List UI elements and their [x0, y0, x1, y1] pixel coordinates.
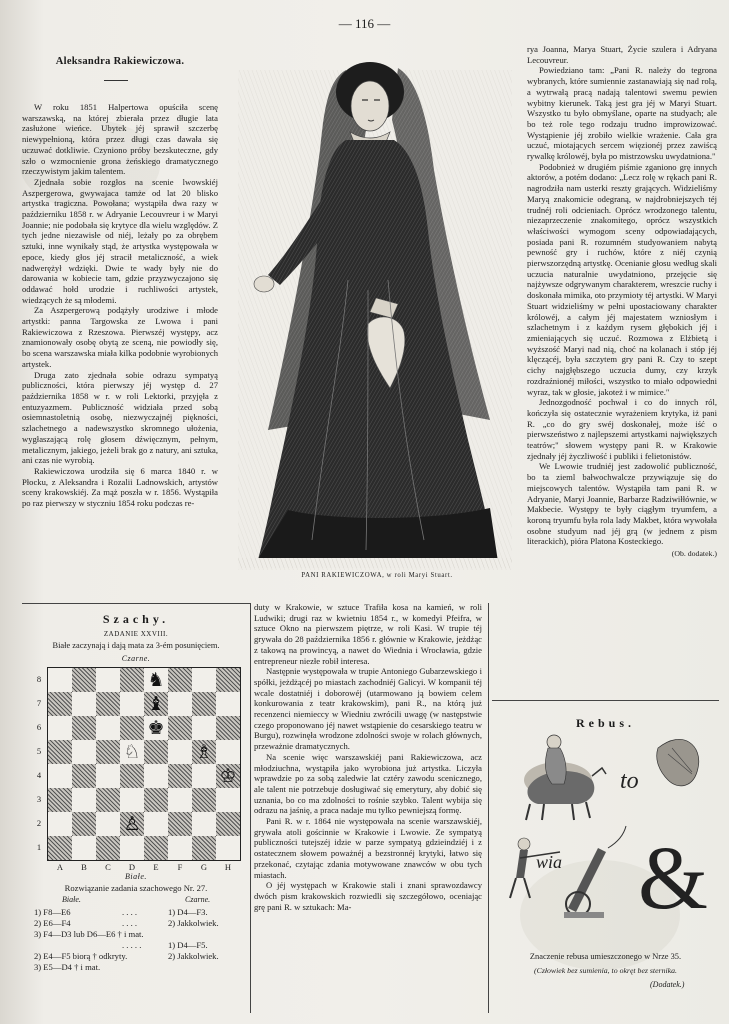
chess-file-label: B: [81, 862, 87, 872]
rebus-illustration: [508, 718, 718, 928]
chess-square: [96, 692, 120, 716]
chess-rank-label: 4: [36, 770, 42, 780]
rebus-solution-credit: (Dodatek.): [650, 980, 685, 989]
chess-rank-label: 1: [36, 842, 42, 852]
paragraph: Powiedziano tam: „Pani R. należy do tegrona wybranych, które sumiennie zastanawiają się nad rolą, a wytrwałą pracą nadają talentowi swemu pewien wybitny kierunek. Taką jest gra jéj w Maryi Stuart. Wszystko tu było obmyślane, oparte na studyach; ale bo też role tego rodzaju trudno improwizować. Wystąpienie jéj zrobiło wielkie wrażenie. Cała gra uczuć, miotających sercem więzionéj przez zawiścą rywalkę królowéj, była po mistrzowsku uwydatniona.": [527, 65, 717, 162]
chess-square: [120, 716, 144, 740]
solution-move-dots: . . . .: [122, 918, 138, 928]
rebus-letter: &: [638, 829, 709, 928]
chess-square: [72, 836, 96, 860]
article-column-2: [254, 602, 482, 1022]
chess-file-label: D: [128, 862, 136, 872]
chess-file-label: F: [177, 862, 183, 872]
chess-rank-label: 7: [36, 698, 42, 708]
paragraph: W roku 1851 Halpertowa opuściła scenę warszawską, na której zbierała przez długie lata zasłużone wieńce. Ubytek jéj sprawił szczerbę niewypełnioną, która przez długi czas dawała się uczuwać dotkliwie. Czyniono próby bezskuteczne, gdy szło o wzmocnienie grona żeńskiego dramatycznego rzeczywistym jakim talentem.: [22, 102, 218, 177]
paragraph: Następnie występowała w trupie Antoniego Gubarzewskiego i spółki, jeżdżącéj po miastach zachodniéj Galicyi. W kompanii téj wcale dostatniéj i doborowéj (utarmowano ją bowiem celem konkurowania z teatr krakowskim), pani R., na którą już recenzenci niemieccy w Wiedniu zwrócili uwagę (w następstwie czego proponowano jéj nawet wstąpienie do cesarskiego teatru w Burgu), rozwinęła wrodzone zdolności swoje w rolach głównych, przeważnie dramatycznych.: [254, 666, 482, 752]
solution-move-white: 3) E5—D4 † i mat.: [34, 962, 101, 972]
chess-square: [72, 668, 96, 692]
paragraph: duty w Krakowie, w sztuce Trafiła kosa na kamień, w roli Ludwiki; drugi raz w kwietniu 1854 r., w komedyi Pfeifra, w sztuce Okno na pierwszem piętrze, w roli Kasi. W trupie téj grywała do 28 października 1856 r. głównie w Krakowie, jeżdżąc z takową na prowincyą, a nawet do Wiednia i Wrocławia, gdzie entrepreneur niezłe robił interesa.: [254, 602, 482, 666]
chess-white-label: Białe.: [125, 872, 147, 881]
chess-divider: [22, 603, 250, 604]
paragraph: Na scenie więc warszawskiéj pani Rakiewiczowa, acz młodziuchna, wystąpiła jako wyrobiona już artystka. Liczyła wprawdzie po za sobą zaledwie lat cztéry zawodu scenicznego, ale talent nie potrzebuje dosługiwać się emerytury, aby dobić się uznania, bo co ma zdolności to rośnie szybko. Talent wybija się odrazu na jaśnię, a praca nadaje mu tylko pewniejszą formę.: [254, 751, 482, 816]
chess-square: [144, 764, 168, 788]
chess-file-label: H: [224, 862, 232, 872]
chess-board: [47, 667, 241, 861]
article-signature: (Ob. dodatek.): [671, 549, 717, 559]
paragraph: rya Joanna, Marya Stuart, Życie szulera i Adryana Lecouvreur.: [527, 44, 717, 65]
rebus-solution-title: Znaczenie rebusa umieszczonego w Nrze 35.: [529, 952, 682, 961]
rebus-word-to: to: [620, 768, 639, 794]
chess-square: [168, 812, 192, 836]
paragraph: We Lwowie trudniéj jest zadowolić publiczność, bo ta zieml bałwochwalcze przywiązuje się do miejscowych talentów. Wystąpiła tam pani R. w Adryanie, Maryi Joannie, Barbarze Radziwiłłównie, w Makbecie. Występy te były ciągłym tryumfem, a koroną tryumfu była rola lady Makbet, która wywołała osobne studyum nad jéj grą (w jednem z pism literackich), pióra Platona Kosteckiego.: [527, 461, 717, 547]
column-divider: [250, 603, 251, 1013]
title-divider: [104, 80, 128, 81]
chess-square: [168, 668, 192, 692]
chess-file-label: A: [56, 862, 64, 872]
chess-square: [216, 668, 240, 692]
chess-square: [216, 812, 240, 836]
paragraph: O jéj występach w Krakowie stali i znani sprawozdawcy dwóch pism krakowskich rozwiedli się szczegółowo, oceniając grę pani R. w sztukach: Ma-: [254, 880, 482, 912]
chess-square: [192, 716, 216, 740]
chess-file-label: G: [200, 862, 208, 872]
chess-square: [216, 836, 240, 860]
paragraph: Rakiewiczowa urodziła się 6 marca 1840 r. w Płocku, z Aleksandra i Rozalii Ladnowskich, artystów sceny krakowskiéj. Za mąż poszła w r. 1856. Wystąpiła po raz pierwszy w styczniu 1854 roku podczas re-: [22, 465, 218, 509]
chess-square: [48, 836, 72, 860]
page-number: — 116 —: [338, 16, 391, 31]
column-divider: [488, 603, 489, 1013]
chess-square: [96, 812, 120, 836]
chess-square: [216, 740, 240, 764]
chess-rank-label: 5: [36, 746, 42, 756]
chess-square: [168, 716, 192, 740]
paragraph: Podobnież w drugiém piśmie zganiono grę innych aktorów, a potém dodano: „Lecz rolę w rękach pani R. nagrodziła nam usterki reszty grających. Widzieliśmy Maryą znakomicie odegraną, w najdrobniejszych téj trudnéj roli odcieniach. Oprócz wrodzonego talentu, niezaprzeczenie znakomitego, oprócz wszystkich właściwości wymogom sceny odpowiadających, posiada pani R. rozumném studyowaniem nabytą pewność gry i ruchów, które z niéj czynią pierwszorzędną artystkę. Ocenianie głosu według skali uczucia naturalnie uwydatniono, przejęcie się najżywsze odgrywanym charakterem, wreszcie ruchy i doskonała mimika, oto przymioty téj artystki. W Maryi Stuart widzieliśmy w pełni upostaciowany charakter królowéj, a całym jéj majestatem wzniosłym i szlachetnym i z każdym rysem głębokich jéj i zmieniających się uczuć. Rozmowa z Elżbietą i wyższość Maryi nad nią, choć na kolanach i stóp jéj klęczącéj, była szczytem gry pani R. Czy to szept cichy najgłębszego uczucia dumy, czy krzyk rozdraźnionéj miłości, wszystko to miało odpowiedni wyraz, tak w głosie, jakoteż i w mimice.": [527, 161, 717, 397]
chess-file-label: C: [105, 862, 111, 872]
rebus-word-wia: wia: [536, 852, 563, 872]
chess-piece: ♝: [147, 693, 165, 715]
chess-square: [168, 836, 192, 860]
chess-square: [216, 788, 240, 812]
chess-square: [72, 716, 96, 740]
chess-square: [48, 740, 72, 764]
chess-rank-label: 3: [36, 794, 42, 804]
solution-move-black: 1) D4—F3.: [168, 907, 208, 917]
chess-square: [168, 788, 192, 812]
chess-square: [48, 716, 72, 740]
solution-black-header: Czarne.: [185, 895, 211, 904]
chess-square: [144, 788, 168, 812]
chess-square: [120, 788, 144, 812]
chess-square: [96, 788, 120, 812]
chess-square: [192, 692, 216, 716]
chess-rank-label: 8: [36, 674, 42, 684]
chess-rank-label: 6: [36, 722, 42, 732]
chess-rank-label: 2: [36, 818, 42, 828]
portrait-engraving: [228, 40, 522, 584]
solution-white-header: Białe.: [62, 895, 81, 904]
chess-solution-title: Rozwiązanie zadania szachowego Nr. 27.: [64, 883, 208, 893]
chess-square: [144, 812, 168, 836]
solution-move-black: 1) D4—F5.: [168, 940, 208, 950]
chess-square: [192, 836, 216, 860]
solution-move-dots: . . . . .: [122, 940, 142, 950]
chess-square: [72, 764, 96, 788]
chess-square: [120, 668, 144, 692]
chess-instruction: Białe zaczynają i dają mata za 3-ém posunięciem.: [52, 641, 220, 650]
chess-square: [48, 764, 72, 788]
chess-square: [120, 764, 144, 788]
chess-square: [192, 668, 216, 692]
chess-piece: ♘: [123, 741, 141, 763]
chess-piece: ♚: [147, 717, 165, 739]
rebus-heading: Rebus.: [575, 716, 635, 730]
chess-square: [48, 812, 72, 836]
solution-move-white: 2) E6—F4: [34, 918, 71, 928]
chess-square: [192, 764, 216, 788]
chess-square: [48, 668, 72, 692]
chess-square: [168, 692, 192, 716]
chess-piece: ♙: [123, 813, 141, 835]
paragraph: Zjednała sobie rozgłos na scenie lwowskiéj Aszpergerowa, gwywajaca tamże od lat 20 blisko artystka tragiczna. Powołana; wystąpiła dwa razy w październiku 1858 r. w Adryanie Lecouvreur i w Maryi Joannie; nie podobała się krytyce dla wielu względów. Z tych jedne niezawisłe od niéj, leżały po za obrębem sztuki, inne wynikały stąd, że artystka występowała w epoce, kiedy głos jéj stracił metaliczność, a wiek nadwerężył wdzięki. Dwie te wady były nie do darowania w kobiecie tam, gdzie przyzwyczajono się oddawać hołd urodzie i ruchliwości artystek, wiedzących że są młodemi.: [22, 176, 218, 305]
chess-square: [192, 788, 216, 812]
chess-square: [120, 836, 144, 860]
chess-piece: ♗: [195, 741, 213, 763]
chess-square: [192, 812, 216, 836]
solution-move-black: 2) Jakkolwiek.: [168, 951, 219, 961]
chess-square: [96, 764, 120, 788]
chess-square: [48, 692, 72, 716]
rebus-divider: [492, 700, 719, 701]
chess-square: [72, 788, 96, 812]
chess-square: [216, 692, 240, 716]
portrait-caption: PANI RAKIEWICZOWA, w roli Maryi Stuart.: [301, 572, 453, 579]
chess-square: [96, 740, 120, 764]
chess-square: [72, 812, 96, 836]
chess-square: [96, 836, 120, 860]
chess-black-label: Czarne.: [121, 654, 151, 663]
solution-move-white: 1) F8—E6: [34, 907, 71, 917]
chess-piece: ♞: [147, 669, 165, 691]
paragraph: Pani R. w r. 1864 nie występowała na scenie warszawskiéj, grywała atoli gościnnie w Krakowie i Lwowie. Ze sympatyą publiczności tutejszéj idzie w parze sympatyą gdzieindziéj i z ostatecznem słowem poważnéj a bezstronnéj krytyki, łatwo się przekonać, czytając zdania motywowane znawców w obu tych miastach.: [254, 816, 482, 880]
chess-square: [72, 740, 96, 764]
chess-square: [144, 740, 168, 764]
chess-square: [96, 716, 120, 740]
solution-move-white: 2) E4—F5 biorą † odkryty.: [34, 951, 128, 961]
chess-piece: ♔: [219, 765, 237, 787]
chess-square: [168, 764, 192, 788]
chess-problem-number: ZADANIE XXVIII.: [103, 630, 169, 638]
chess-square: [144, 836, 168, 860]
paragraph: Druga zato zjednała sobie odrazu sympatyą publiczności, która pierwszy jéj występ d. 27 października 1858 w r. w roli Lektorki, przyjęła z entuzyazmem. Publiczność widziała przed sobą osiemnastoletnią osobę, niezwyczajnéj piękności, szlachetnego a nadewszystko skromnego ułożenia, wygłaszającą rolę głosem dźwięcznym, pełnym, metalicznym, jakiego, jeżeli brak go z natury, ani sztuka, ani czas nie wyrobią.: [22, 369, 218, 466]
paragraph: Jednozgodność pochwał i co do innych ról, kończyła się ostatecznie wyrażeniem krytyka, iż pani R. „co do gry swéj doskonałej, może iść o pierwszeństwo z najlepszemi artystkami największych teatrów;" słowem występy pani R. w Krakowie zjednały jéj życzliwość i publiki i felietonistów.: [527, 397, 717, 461]
chess-square: [120, 692, 144, 716]
chess-square: [216, 716, 240, 740]
chess-file-label: E: [153, 862, 159, 872]
solution-move-dots: . . . .: [122, 907, 138, 917]
chess-square: [72, 692, 96, 716]
chess-heading: Szachy.: [102, 612, 170, 626]
article-title: Aleksandra Rakiewiczowa.: [55, 56, 185, 67]
solution-move-white: 3) F4—D3 lub D6—E6 † i mat.: [34, 929, 144, 939]
chess-square: [96, 668, 120, 692]
chess-square: [48, 788, 72, 812]
article-column-3: [527, 44, 717, 696]
paragraph: Za Aszpergerową podążyły urodziwe i młode artystki: panna Targowska ze Lwowa i pani Rakiewiczowa z Rzeszowa. Pierwszéj występy, acz znamionowały osobę obytą ze sceną, nie powiodły się, bo scena warszawska miała kilka podobnie wyrobionych artystek.: [22, 305, 218, 369]
chess-square: [168, 740, 192, 764]
rebus-solution-text: (Człowiek bez sumienia, to okręt bez sternika.: [534, 966, 677, 975]
article-column-1: [22, 102, 218, 600]
solution-move-black: 2) Jakkolwiek.: [168, 918, 219, 928]
